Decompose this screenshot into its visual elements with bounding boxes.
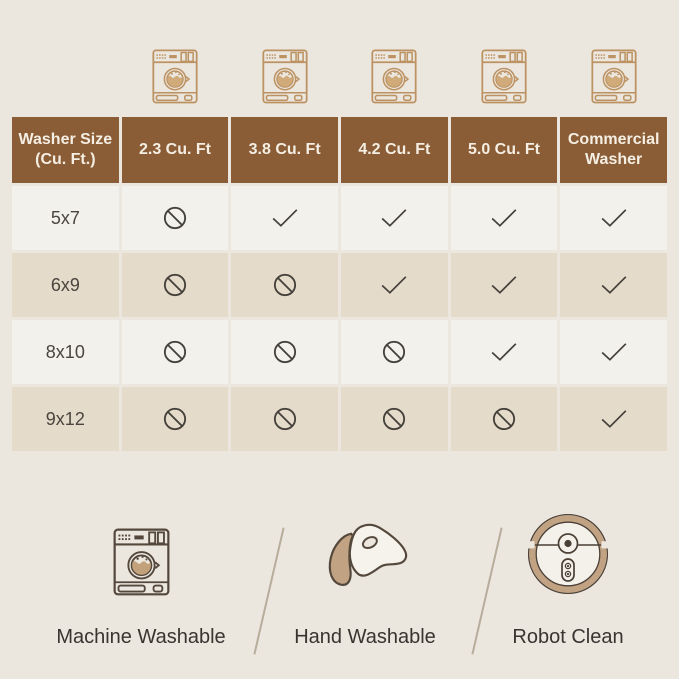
not-allowed-icon: [382, 340, 406, 364]
compat-cell: [231, 253, 338, 317]
compat-cell: [451, 387, 558, 451]
compat-cell: [122, 387, 229, 451]
column-header: 4.2 Cu. Ft: [341, 117, 448, 183]
not-allowed-icon: [163, 407, 187, 431]
column-header: 5.0 Cu. Ft: [451, 117, 558, 183]
check-icon: [490, 208, 518, 228]
check-icon: [490, 275, 518, 295]
legend-label: Hand Washable: [294, 626, 436, 648]
check-icon: [271, 208, 299, 228]
check-icon: [600, 275, 628, 295]
compat-cell: [451, 253, 558, 317]
check-icon: [380, 275, 408, 295]
compat-cell: [560, 387, 667, 451]
not-allowed-icon: [163, 273, 187, 297]
washer-icon-cell: [231, 42, 338, 104]
washing-machine-icon: [591, 49, 637, 104]
compat-cell: [451, 186, 558, 250]
column-header: 3.8 Cu. Ft: [231, 117, 338, 183]
washer-icons-row: [12, 42, 667, 104]
washer-icon-cell: [560, 42, 667, 104]
compat-cell: [341, 253, 448, 317]
check-icon: [600, 342, 628, 362]
compat-cell: [231, 320, 338, 384]
row-label: 9x12: [12, 387, 119, 451]
compat-cell: [231, 387, 338, 451]
washer-icon-cell: [451, 42, 558, 104]
compat-cell: [122, 186, 229, 250]
legend-item-robot-clean: [460, 508, 676, 649]
compat-cell: [341, 186, 448, 250]
compat-cell: [122, 320, 229, 384]
compat-cell: [560, 186, 667, 250]
washing-machine-icon: [152, 49, 198, 104]
not-allowed-icon: [273, 407, 297, 431]
legend-label: Robot Clean: [512, 626, 624, 648]
row-label: 5x7: [12, 186, 119, 250]
washing-machine-icon: [481, 49, 527, 104]
washing-machine-icon: [113, 508, 170, 596]
row-label: 6x9: [12, 253, 119, 317]
compat-cell: [451, 320, 558, 384]
compat-cell: [231, 186, 338, 250]
washer-icon-spacer: [12, 42, 119, 104]
check-icon: [380, 208, 408, 228]
legend-item-hand-washable: [257, 508, 473, 649]
compat-cell: [341, 320, 448, 384]
hand-wash-icon: [316, 508, 414, 596]
column-header: Washer Size (Cu. Ft.): [12, 117, 119, 183]
legend-label: Machine Washable: [56, 626, 226, 648]
compatibility-table: [12, 117, 667, 451]
washing-machine-icon: [262, 49, 308, 104]
column-header: 2.3 Cu. Ft: [122, 117, 229, 183]
washing-machine-icon: [371, 49, 417, 104]
row-label: 8x10: [12, 320, 119, 384]
compat-cell: [560, 253, 667, 317]
washer-icon-cell: [122, 42, 229, 104]
check-icon: [600, 409, 628, 429]
robot-vacuum-icon: [526, 508, 610, 596]
not-allowed-icon: [163, 340, 187, 364]
not-allowed-icon: [163, 206, 187, 230]
column-header: Commercial Washer: [560, 117, 667, 183]
compat-cell: [560, 320, 667, 384]
compat-cell: [341, 387, 448, 451]
not-allowed-icon: [382, 407, 406, 431]
washer-icon-cell: [341, 42, 448, 104]
not-allowed-icon: [273, 340, 297, 364]
not-allowed-icon: [492, 407, 516, 431]
legend-item-machine-washable: [33, 508, 249, 649]
compat-cell: [122, 253, 229, 317]
check-icon: [600, 208, 628, 228]
not-allowed-icon: [273, 273, 297, 297]
check-icon: [490, 342, 518, 362]
